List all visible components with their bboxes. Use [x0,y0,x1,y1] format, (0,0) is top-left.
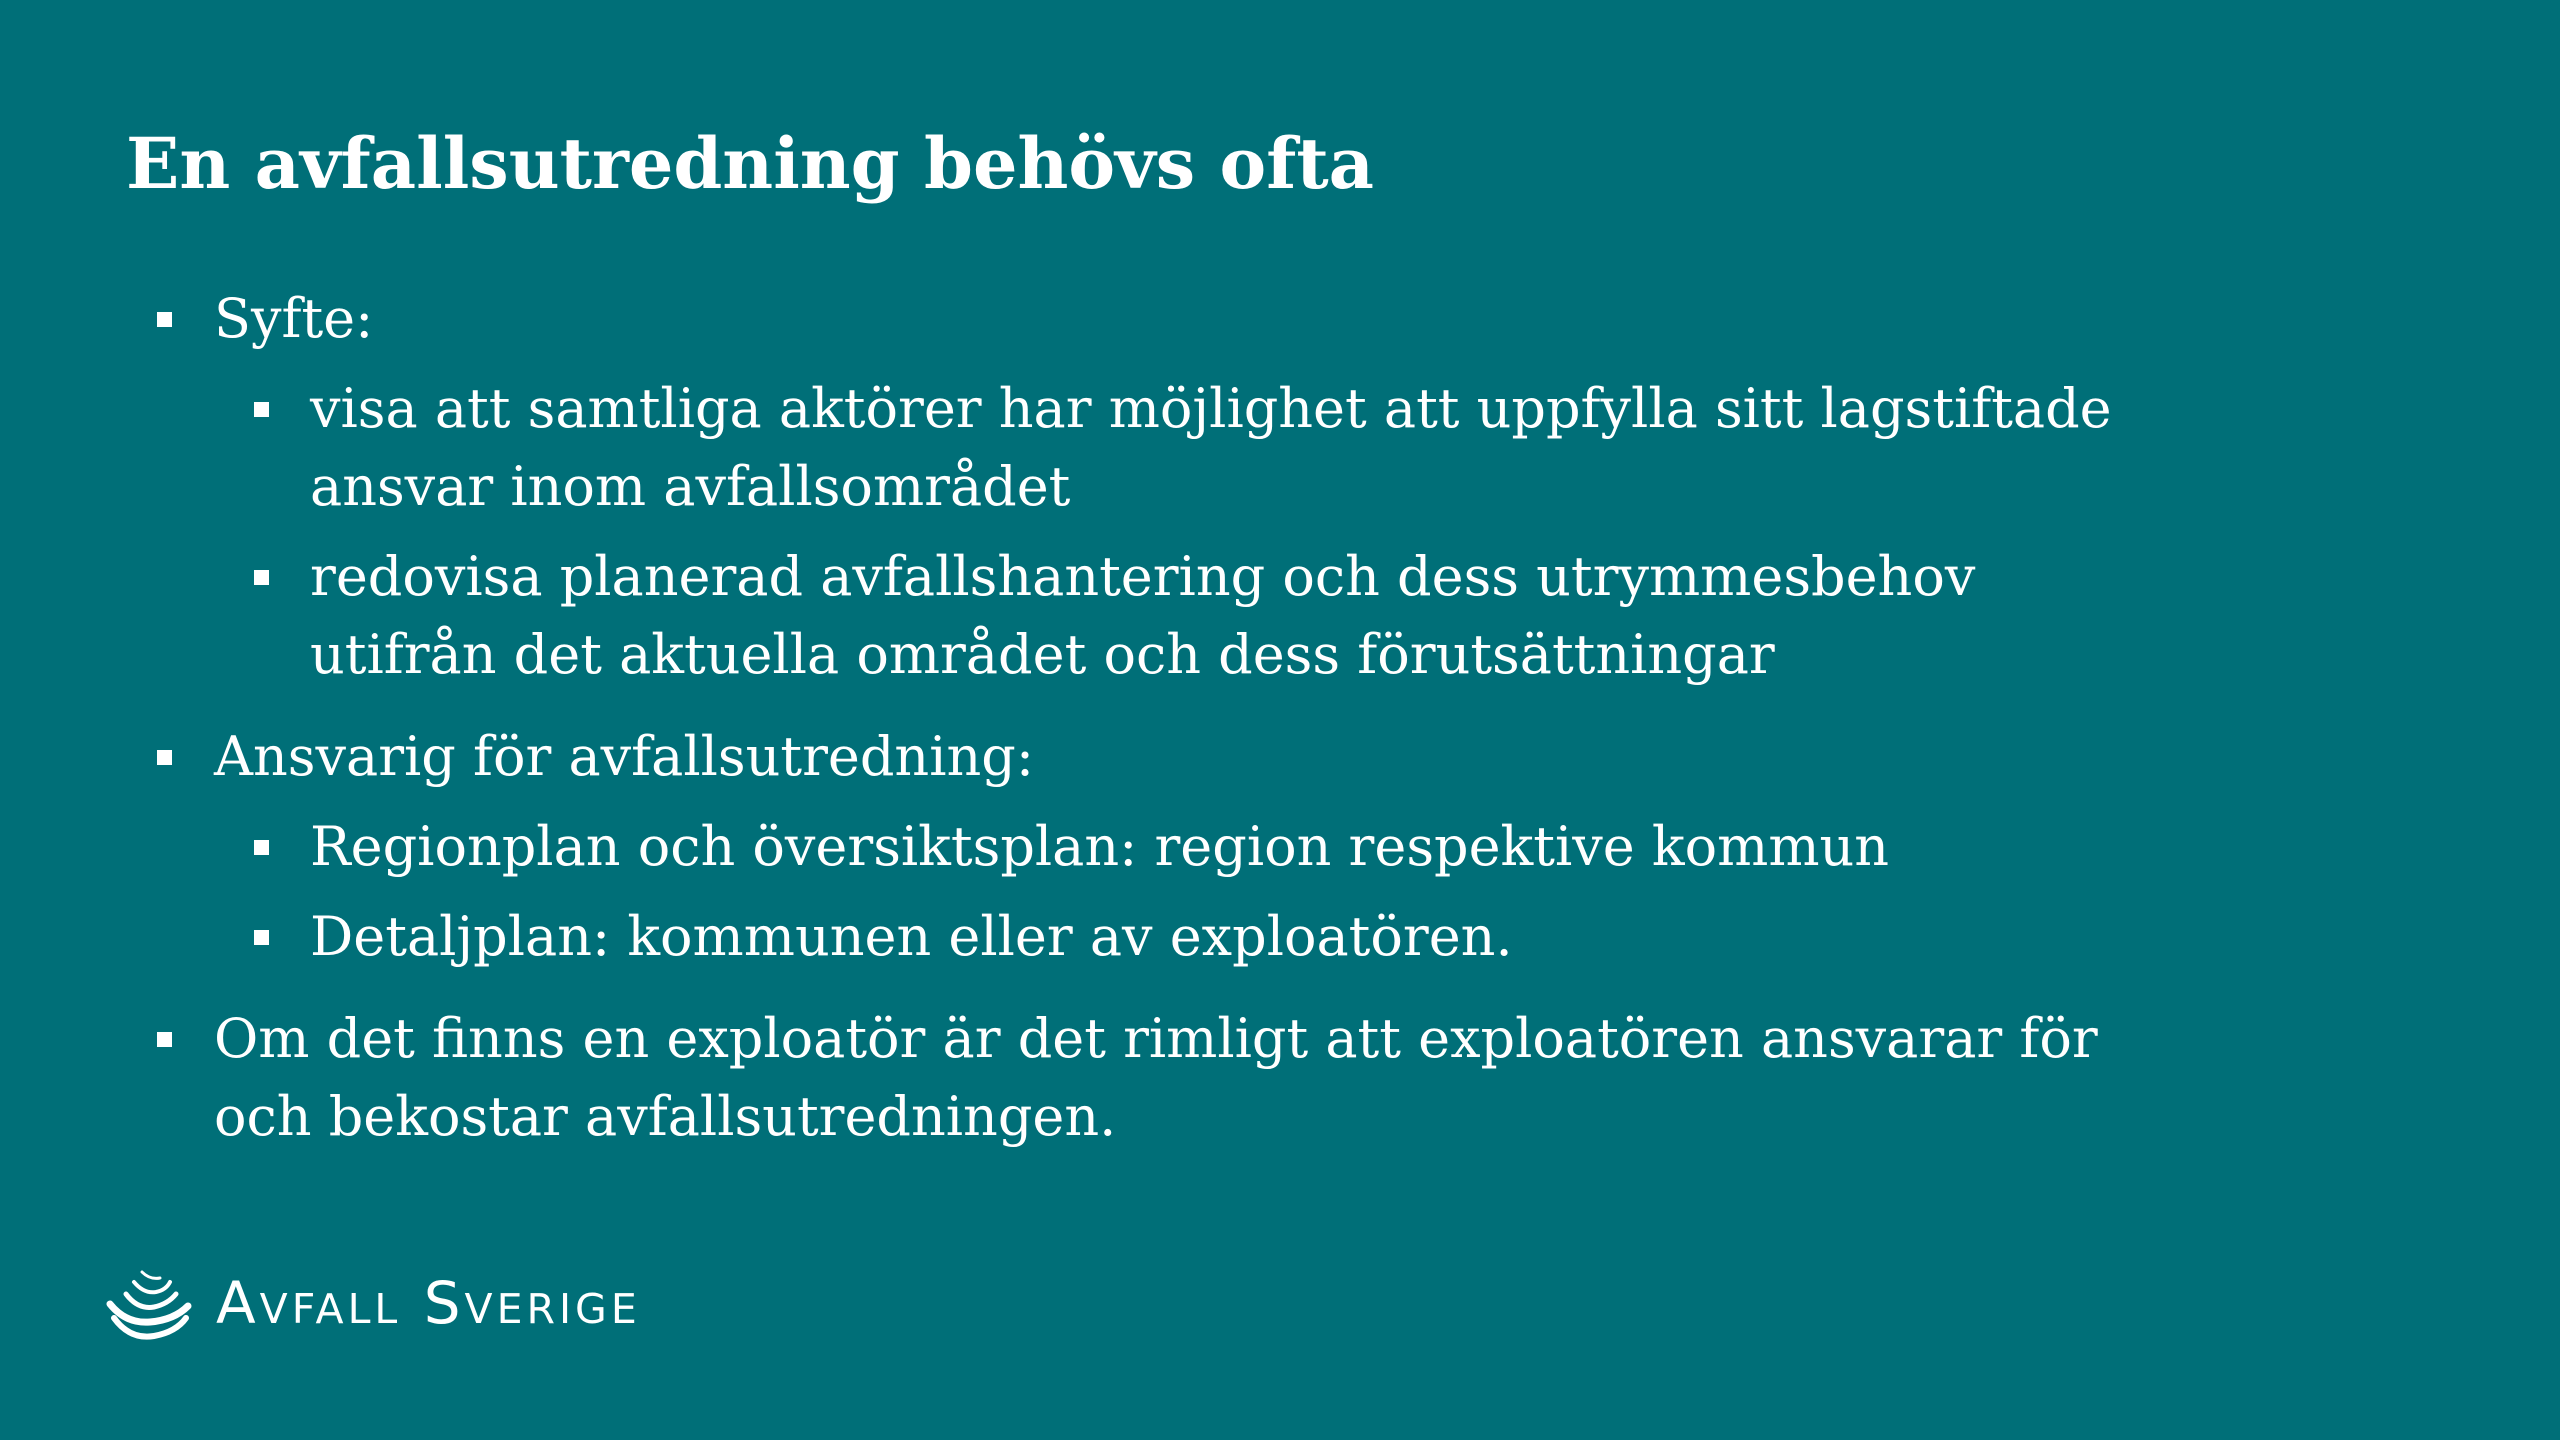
bullet-item-exploator [140,1000,2140,1156]
bullet-item-syfte [140,280,2140,358]
logo-text: Avfall Sverige [216,1269,641,1337]
slide-title: En avfallsutredning behövs ofta [126,122,1375,205]
sub-bullet-text: Regionplan och översiktsplan: region respektive kommun [310,815,1890,878]
sub-bullet-text: redovisa planerad avfallshantering och dess utrymmesbehov utifrån det aktuella området och dess förutsättningar [310,545,1976,686]
sub-bullet-item [140,808,2140,886]
bullet-text: Ansvarig för avfallsutredning: [214,725,1035,788]
bullet-marker [157,312,172,327]
bullet-marker [157,750,172,765]
sub-bullet-item [140,538,2140,694]
bullet-marker [254,570,269,585]
bullet-text: Syfte: [214,287,374,350]
sub-bullet-item [140,370,2140,526]
bullet-marker [157,1032,172,1047]
logo [106,1258,641,1348]
avfall-sverige-logo-icon [106,1260,192,1346]
bullet-marker [254,930,269,945]
sub-bullet-text: visa att samtliga aktörer har möjlighet att uppfylla sitt lagstiftade ansvar inom avfallsområdet [310,377,2112,518]
bullet-marker [254,840,269,855]
bullet-item-ansvarig [140,718,2140,796]
bullet-list [140,280,2140,1156]
bullet-text: Om det finns en exploatör är det rimligt att exploatören ansvarar för och bekostar avfallsutredningen. [214,1007,2098,1148]
bullet-marker [254,402,269,417]
sub-bullet-item [140,898,2140,976]
sub-bullet-text: Detaljplan: kommunen eller av exploatören. [310,905,1513,968]
